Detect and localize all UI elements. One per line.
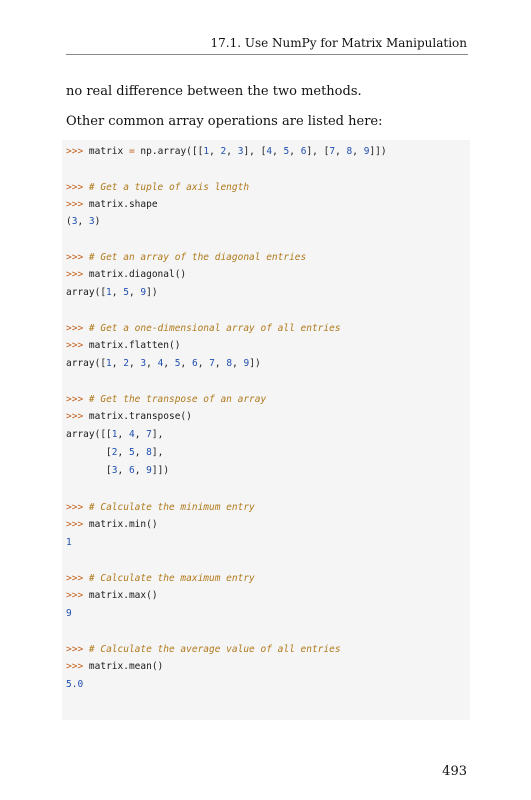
code-text: ], [ xyxy=(243,146,267,157)
code-text: matrix.max() xyxy=(88,590,158,601)
code-line-output xyxy=(66,216,100,228)
code-line-output xyxy=(66,287,158,299)
number: 2 xyxy=(220,146,227,157)
code-text: matrix.transpose() xyxy=(88,411,192,422)
code-line-output xyxy=(66,358,261,370)
code-text: ]) xyxy=(146,287,158,298)
code-text: , xyxy=(289,146,301,157)
prompt: >>> xyxy=(66,323,84,334)
code-text: ) xyxy=(94,216,101,227)
code-text: , xyxy=(134,429,147,440)
number: 3 xyxy=(88,216,95,227)
code-text: [ xyxy=(66,447,112,458)
code-line-output xyxy=(66,679,83,691)
code-text: , xyxy=(77,216,89,227)
prompt: >>> xyxy=(66,199,84,210)
number: 5 xyxy=(174,358,181,369)
paragraph-1: no real difference between the two methods. xyxy=(66,84,362,99)
code-text: ]]) xyxy=(369,146,387,157)
code-text: np.array([[ xyxy=(134,146,204,157)
code-text: ]]) xyxy=(151,465,170,476)
code-text: , xyxy=(226,146,238,157)
code-text: matrix xyxy=(88,146,129,157)
code-comment: # Get the transpose of an array xyxy=(88,394,267,405)
code-text: , xyxy=(197,358,210,369)
number: 2 xyxy=(111,447,118,458)
code-text: array([[ xyxy=(66,429,112,440)
number: 9 xyxy=(140,287,147,298)
code-line-output xyxy=(66,465,169,477)
number: 1 xyxy=(66,537,72,548)
number: 3 xyxy=(111,465,118,476)
number: 1 xyxy=(111,429,118,440)
code-text: , xyxy=(128,358,141,369)
code-text: , xyxy=(214,358,227,369)
code-line-command xyxy=(66,269,186,281)
code-block xyxy=(62,140,470,720)
code-line-command xyxy=(66,661,163,673)
assign-operator: = xyxy=(128,146,135,157)
prompt: >>> xyxy=(66,644,84,655)
code-text: , xyxy=(111,358,124,369)
number: 8 xyxy=(226,358,233,369)
number: 7 xyxy=(329,146,336,157)
code-comment: # Calculate the average value of all entries xyxy=(88,644,341,655)
code-line-command xyxy=(66,340,180,352)
code-text: matrix.flatten() xyxy=(88,340,181,351)
code-text: ( xyxy=(66,216,72,227)
number: 6 xyxy=(191,358,198,369)
number: 8 xyxy=(146,447,152,458)
code-text: , xyxy=(209,146,221,157)
code-line-comment xyxy=(66,323,341,335)
prompt: >>> xyxy=(66,502,84,513)
code-line-command xyxy=(66,199,158,211)
code-text: matrix.min() xyxy=(88,519,158,530)
number: 9 xyxy=(146,465,152,476)
number: 9 xyxy=(363,146,370,157)
number: 1 xyxy=(203,146,210,157)
prompt: >>> xyxy=(66,340,84,351)
code-line-command xyxy=(66,590,158,602)
number: 1 xyxy=(106,287,112,298)
code-text: , xyxy=(272,146,284,157)
code-text: , xyxy=(128,287,141,298)
page-number: 493 xyxy=(442,764,467,779)
code-text: matrix.diagonal() xyxy=(88,269,187,280)
number: 2 xyxy=(123,358,129,369)
code-text: , xyxy=(232,358,244,369)
prompt: >>> xyxy=(66,573,84,584)
number: 4 xyxy=(266,146,273,157)
code-text: , xyxy=(163,358,175,369)
prompt: >>> xyxy=(66,590,84,601)
code-line-output xyxy=(66,608,72,620)
running-head: 17.1. Use NumPy for Matrix Manipulation xyxy=(210,36,467,50)
number: 7 xyxy=(209,358,215,369)
number: 3 xyxy=(71,216,78,227)
number: 5 xyxy=(123,287,129,298)
code-comment: # Get a tuple of axis length xyxy=(88,182,250,193)
number: 6 xyxy=(300,146,307,157)
number: 6 xyxy=(128,465,135,476)
number: 7 xyxy=(146,429,152,440)
prompt: >>> xyxy=(66,411,84,422)
code-text: , xyxy=(352,146,364,157)
code-comment: # Get a one-dimensional array of all entries xyxy=(88,323,341,334)
code-text: ]) xyxy=(249,358,261,369)
number: 4 xyxy=(157,358,164,369)
code-text: array([ xyxy=(66,287,107,298)
code-line-comment xyxy=(66,394,266,406)
header-rule xyxy=(66,54,468,55)
code-comment: # Get an array of the diagonal entries xyxy=(88,252,307,263)
code-text: matrix.mean() xyxy=(88,661,164,672)
code-comment: # Calculate the minimum entry xyxy=(88,502,255,513)
code-text: , xyxy=(117,447,129,458)
prompt: >>> xyxy=(66,252,84,263)
number: 5 xyxy=(283,146,290,157)
prompt: >>> xyxy=(66,269,84,280)
prompt: >>> xyxy=(66,146,84,157)
code-text: , xyxy=(134,447,147,458)
code-line-output xyxy=(66,537,72,549)
prompt: >>> xyxy=(66,394,84,405)
code-text: , xyxy=(111,287,124,298)
code-line-command xyxy=(66,519,158,531)
number: 5.0 xyxy=(66,679,84,690)
code-line-comment xyxy=(66,644,341,656)
number: 5 xyxy=(128,447,135,458)
code-line-output xyxy=(66,429,163,441)
code-text: , xyxy=(335,146,347,157)
number: 4 xyxy=(128,429,135,440)
code-line-comment xyxy=(66,502,255,514)
code-line-command xyxy=(66,411,192,423)
code-text: matrix.shape xyxy=(88,199,158,210)
prompt: >>> xyxy=(66,519,84,530)
code-text: , xyxy=(117,429,129,440)
prompt: >>> xyxy=(66,661,84,672)
code-text: ], [ xyxy=(306,146,330,157)
code-text: , xyxy=(180,358,192,369)
code-comment: # Calculate the maximum entry xyxy=(88,573,255,584)
code-text: , xyxy=(146,358,158,369)
code-line-matrix-def xyxy=(66,146,387,158)
code-line-comment xyxy=(66,573,255,585)
paragraph-2: Other common array operations are listed here: xyxy=(66,114,383,129)
number: 9 xyxy=(66,608,72,619)
code-line-output xyxy=(66,447,163,459)
code-line-comment xyxy=(66,182,249,194)
code-text: , xyxy=(134,465,147,476)
number: 3 xyxy=(140,358,147,369)
code-line-comment xyxy=(66,252,306,264)
code-text: , xyxy=(117,465,129,476)
code-text: [ xyxy=(66,465,112,476)
code-text: ], xyxy=(151,429,164,440)
number: 3 xyxy=(237,146,244,157)
number: 1 xyxy=(106,358,112,369)
prompt: >>> xyxy=(66,182,84,193)
code-text: array([ xyxy=(66,358,107,369)
code-text: ], xyxy=(151,447,164,458)
number: 8 xyxy=(346,146,353,157)
number: 9 xyxy=(243,358,250,369)
